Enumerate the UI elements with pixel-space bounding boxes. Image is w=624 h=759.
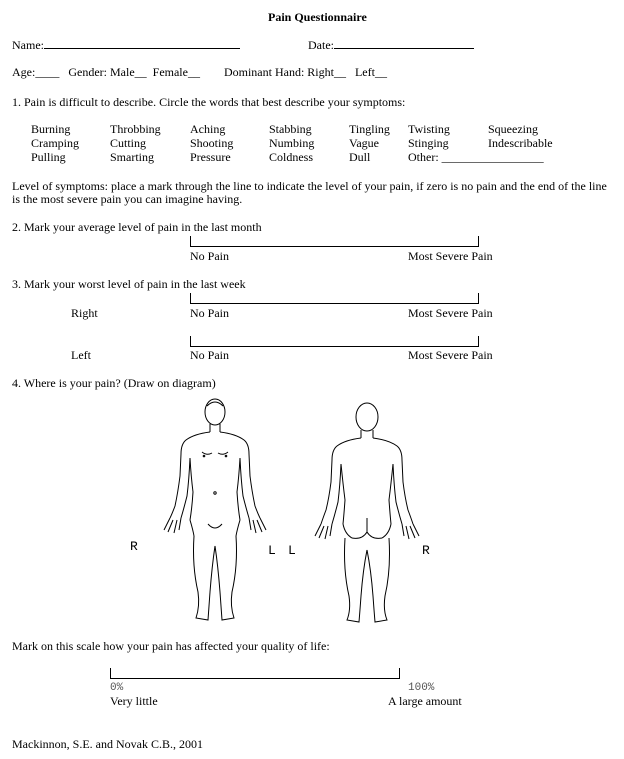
word-smarting[interactable]: Smarting	[110, 150, 154, 164]
female-blank[interactable]: __	[187, 65, 200, 79]
word-aching[interactable]: Aching	[190, 122, 226, 136]
average-pain-min-label: No Pain	[190, 249, 229, 263]
word-column-2	[110, 122, 161, 164]
quality-max-percent: 100%	[408, 682, 435, 694]
average-pain-max-label: Most Severe Pain	[408, 249, 493, 263]
back-left-label: L	[288, 543, 296, 558]
word-twisting[interactable]: Twisting	[408, 122, 450, 136]
worst-pain-right-scale-line[interactable]	[190, 293, 479, 304]
word-column-1	[31, 122, 79, 164]
left-hand-option[interactable]: Left	[354, 65, 375, 79]
age-blank[interactable]: ____	[35, 65, 60, 79]
word-dull[interactable]: Dull	[349, 150, 371, 164]
quality-of-life-prompt: Mark on this scale how your pain has affected your quality of life:	[12, 639, 330, 653]
word-squeezing[interactable]: Squeezing	[488, 122, 538, 136]
worst-pain-left-scale[interactable]	[190, 336, 479, 348]
body-diagram-back[interactable]	[312, 400, 422, 626]
body-diagram-front[interactable]	[160, 396, 270, 624]
name-field[interactable]	[12, 37, 240, 52]
question-2-prompt: 2. Mark your average level of pain in the last month	[12, 220, 262, 234]
average-pain-scale[interactable]	[190, 236, 479, 248]
front-right-label: R	[130, 539, 138, 554]
word-column-4	[269, 122, 314, 164]
date-blank[interactable]	[334, 37, 474, 49]
level-instructions-line-1: Level of symptoms: place a mark through the line to indicate the level of your pain, if zero is no pain and the end of the line	[12, 179, 607, 193]
average-pain-scale-line[interactable]	[190, 236, 479, 247]
level-instructions-line-2: is the most severe pain you can imagine having.	[12, 192, 243, 206]
quality-min-label: Very little	[110, 694, 158, 708]
word-cramping[interactable]: Cramping	[31, 136, 79, 150]
male-blank[interactable]: __	[134, 65, 147, 79]
dominant-hand-label: Dominant Hand:	[223, 65, 305, 79]
word-tingling[interactable]: Tingling	[349, 122, 390, 136]
word-cutting[interactable]: Cutting	[110, 136, 147, 150]
word-burning[interactable]: Burning	[31, 122, 71, 136]
worst-pain-left-max-label: Most Severe Pain	[408, 348, 493, 362]
left-hand-blank[interactable]: __	[374, 65, 387, 79]
worst-pain-left-min-label: No Pain	[190, 348, 229, 362]
quality-of-life-scale-line[interactable]	[110, 668, 400, 679]
age-label: Age:	[12, 65, 36, 79]
name-blank[interactable]	[44, 37, 240, 49]
word-column-3	[190, 122, 233, 164]
right-hand-blank[interactable]: __	[333, 65, 346, 79]
worst-pain-right-max-label: Most Severe Pain	[408, 306, 493, 320]
date-field[interactable]	[308, 37, 474, 52]
male-option[interactable]: Male	[109, 65, 135, 79]
word-column-7	[488, 122, 553, 150]
word-vague[interactable]: Vague	[349, 136, 379, 150]
front-left-label: L	[268, 543, 276, 558]
citation: Mackinnon, S.E. and Novak C.B., 2001	[12, 737, 203, 751]
back-right-label: R	[422, 543, 430, 558]
word-numbing[interactable]: Numbing	[269, 136, 315, 150]
word-other[interactable]: Other: _________________	[408, 150, 544, 164]
word-pulling[interactable]: Pulling	[31, 150, 66, 164]
worst-pain-left-label: Left	[71, 348, 91, 362]
word-shooting[interactable]: Shooting	[190, 136, 234, 150]
worst-pain-right-scale[interactable]	[190, 293, 479, 305]
word-coldness[interactable]: Coldness	[269, 150, 314, 164]
worst-pain-right-label: Right	[71, 306, 98, 320]
word-pressure[interactable]: Pressure	[190, 150, 231, 164]
word-throbbing[interactable]: Throbbing	[110, 122, 161, 136]
worst-pain-left-scale-line[interactable]	[190, 336, 479, 347]
word-column-5	[349, 122, 390, 164]
gender-label: Gender:	[68, 65, 107, 79]
right-hand-option[interactable]: Right	[307, 65, 334, 79]
worst-pain-right-min-label: No Pain	[190, 306, 229, 320]
question-4-prompt: 4. Where is your pain? (Draw on diagram)	[12, 376, 216, 390]
quality-max-label: A large amount	[388, 694, 462, 708]
question-3-prompt: 3. Mark your worst level of pain in the last week	[12, 277, 246, 291]
name-label: Name:	[12, 38, 44, 52]
word-stabbing[interactable]: Stabbing	[269, 122, 312, 136]
word-stinging[interactable]: Stinging	[408, 136, 449, 150]
question-1-prompt: 1. Pain is difficult to describe. Circle the words that best describe your symptoms:	[12, 95, 406, 109]
demographics-row	[12, 65, 387, 79]
word-indescribable[interactable]: Indescribable	[488, 136, 553, 150]
quality-of-life-scale[interactable]	[110, 668, 400, 680]
female-option[interactable]: Female	[152, 65, 188, 79]
quality-min-percent: 0%	[110, 682, 124, 694]
page-title: Pain Questionnaire	[268, 10, 367, 24]
date-label: Date:	[308, 38, 334, 52]
